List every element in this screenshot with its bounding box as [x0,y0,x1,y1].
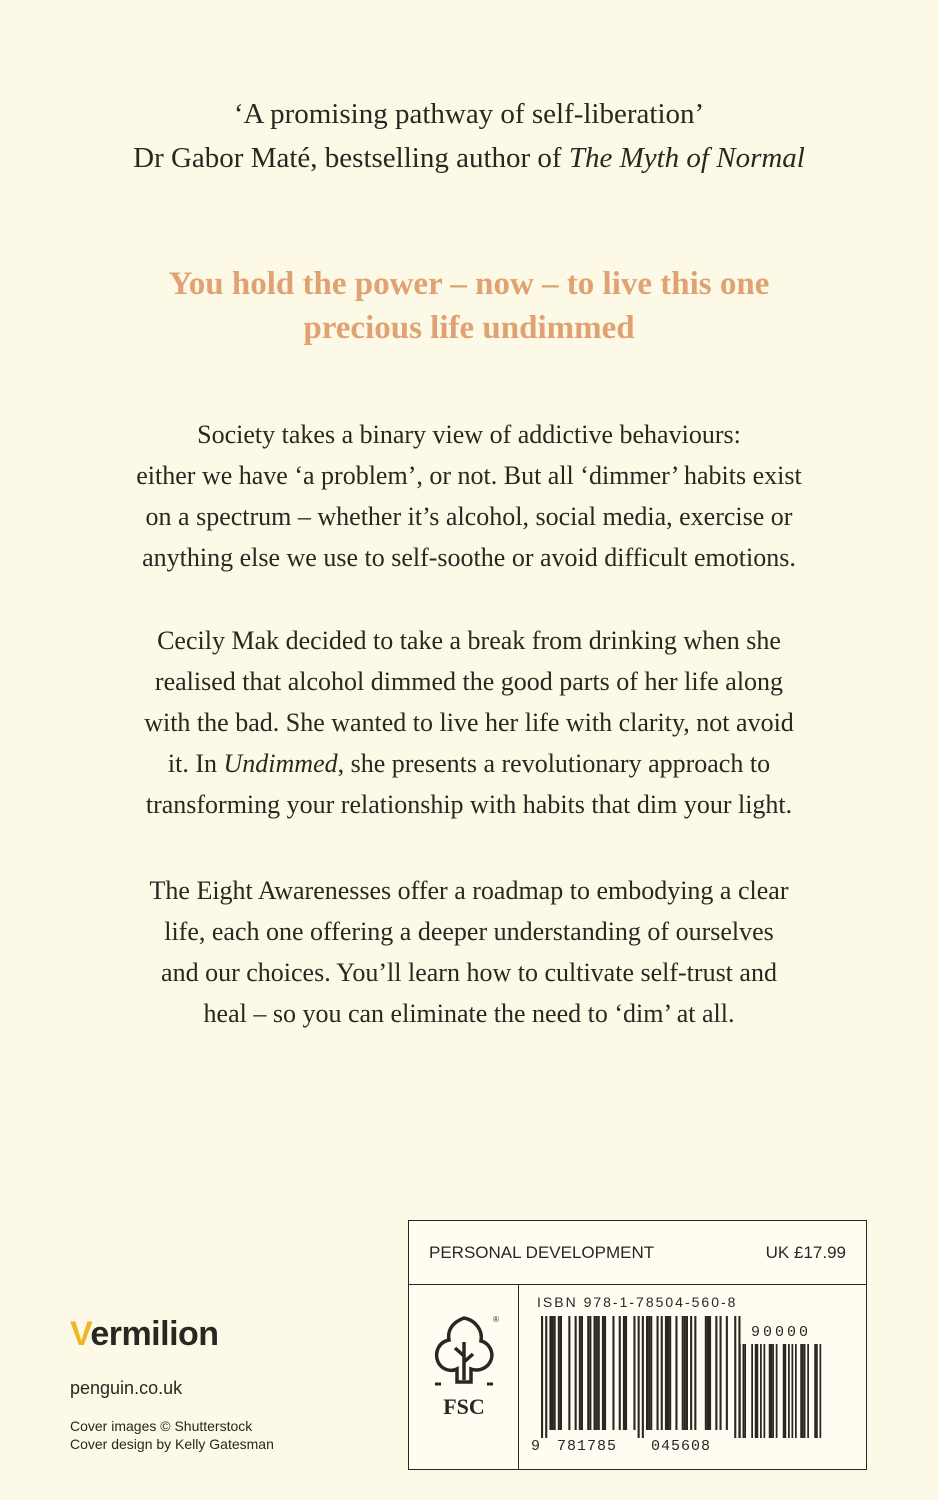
category-label: PERSONAL DEVELOPMENT [429,1242,655,1262]
barcode-bar [560,1316,562,1430]
line-suffix: , she presents a revolutionary approach to [337,749,771,778]
barcode-bar [633,1316,635,1430]
barcode-bar [686,1316,688,1430]
addon-bar [802,1344,804,1438]
addon-bar [795,1344,797,1438]
barcode-bar [715,1316,717,1430]
barcode-bar [669,1316,671,1430]
addon-bar [785,1344,787,1438]
paragraph-line: Cecily Mak decided to take a break from drinking when she [157,626,781,655]
barcode-bar [619,1316,621,1430]
barcode-bar [554,1316,556,1430]
barcode-bar [589,1316,591,1430]
barcode-bar [690,1316,692,1430]
addon-bar [744,1344,746,1438]
logo-v: V [70,1315,91,1353]
addon-bar [764,1344,766,1438]
price-label: UK £17.99 [765,1242,846,1262]
ean-barcode-bars [541,1316,741,1438]
blurb-paragraph-2 [40,620,898,825]
barcode-bar [682,1316,684,1430]
paragraph-line: The Eight Awarenesses offer a roadmap to embodying a clear [149,876,789,905]
blurb-paragraph-1 [40,414,898,578]
barcode-bar [661,1316,663,1430]
barcode-bar [650,1316,652,1430]
book-title-italic: Undimmed [223,749,338,778]
addon-bar [788,1344,790,1438]
attribution-prefix: Dr Gabor Maté, bestselling author of [133,142,569,174]
logo-rest: ermilion [90,1315,219,1353]
quote-attribution [0,136,938,180]
barcode-bar [558,1316,560,1430]
barcode-bar [612,1316,614,1430]
barcode-box [408,1220,867,1470]
barcode-bar [642,1316,644,1438]
barcode-bar [587,1316,589,1430]
barcode-bar [545,1316,547,1438]
paragraph-line: realised that alcohol dimmed the good parts of her life along [154,667,784,696]
addon-bar [804,1344,806,1438]
ean-left-digits: 781785 [556,1438,618,1455]
paragraph-line: transforming your relationship with habits that dim your light. [145,790,793,819]
paragraph-line: Society takes a binary view of addictive behaviours: [197,420,741,449]
cover-images-credit: Cover images © Shutterstock [70,1418,253,1434]
barcode-bar [646,1316,648,1430]
fsc-tree-icon [409,1284,519,1469]
barcode-bar [552,1316,554,1430]
paragraph-line: and our choices. You’ll learn how to cultivate self-trust and [161,958,777,987]
paragraph-line: either we have ‘a problem’, or not. But all ‘dimmer’ habits exist [136,461,802,490]
barcode-bar [579,1316,581,1430]
barcode-bar [594,1316,596,1430]
barcode-bar [581,1316,583,1430]
addon-bar [816,1344,818,1438]
paragraph-line: on a spectrum – whether it’s alcohol, social media, exercise or [145,502,793,531]
fsc-registered-mark: ® [493,1315,499,1324]
ean-right-digits: 045608 [650,1438,712,1455]
barcode-bar [726,1316,728,1430]
barcode-bar [684,1316,686,1430]
addon-bar [757,1344,759,1438]
addon-bar [751,1344,753,1438]
addon-bar [743,1344,745,1438]
attribution-book-title: The Myth of Normal [568,142,805,174]
barcode-bar [541,1316,543,1438]
barcode-box-header [409,1221,866,1285]
barcode-bar [625,1316,627,1430]
addon-bar [739,1344,741,1438]
addon-bar [814,1344,816,1438]
paragraph-line: heal – so you can eliminate the need to ‘dim’ at all. [203,999,735,1028]
barcode-bar [568,1316,570,1430]
addon-bar [769,1344,771,1438]
ean-first-digit: 9 [531,1438,541,1455]
publisher-block [70,1314,274,1453]
addon-bar [800,1344,802,1438]
barcode-bar [734,1316,736,1438]
isbn-text: ISBN 978-1-78504-560-8 [537,1294,738,1310]
isbn-barcode-area [519,1284,866,1469]
barcode-bar [549,1316,551,1430]
barcode-bar [675,1316,677,1430]
cover-design-credit: Cover design by Kelly Gatesman [70,1436,274,1452]
paragraph-line [40,743,898,784]
blurb-paragraph-3 [40,870,898,1034]
addon-bar [807,1344,809,1438]
barcode-bar [657,1316,659,1430]
barcode-bar [709,1316,711,1430]
fsc-label: FSC [443,1394,485,1419]
endorsement-quote [0,92,938,180]
paragraph-line: anything else we use to self-soothe or avoid difficult emotions. [142,543,796,572]
addon-digits: 90000 [750,1324,812,1341]
publisher-website: penguin.co.uk [70,1378,183,1398]
barcode-bar [623,1316,625,1430]
paragraph-line: with the bad. She wanted to live her life with clarity, not avoid [144,708,794,737]
addon-bar [772,1344,774,1438]
paragraph-line: life, each one offering a deeper understanding of ourselves [164,917,774,946]
barcode-bar [598,1316,600,1430]
addon-barcode-bars [739,1344,821,1438]
barcode-bar [575,1316,577,1430]
tagline [0,262,938,350]
addon-bar [755,1344,757,1438]
tagline-line-1: You hold the power – now – to live this one [168,266,770,302]
addon-bar [820,1344,822,1438]
addon-bar [792,1344,794,1438]
fsc-logo [409,1284,519,1469]
barcode-bar [667,1316,669,1430]
addon-bar [760,1344,762,1438]
barcode-bar [604,1316,606,1430]
quote-text: ‘A promising pathway of self-liberation’ [233,98,705,130]
cover-credits [70,1417,274,1453]
barcode-bar [707,1316,709,1430]
vermilion-logo [70,1314,274,1354]
line-prefix: it. In [167,749,224,778]
barcode-bar [602,1316,604,1430]
addon-bar [771,1344,773,1438]
barcode-bar [596,1316,598,1430]
tagline-line-2: precious life undimmed [303,310,635,346]
barcode-bar [638,1316,640,1438]
barcode-bar [665,1316,667,1430]
barcode-bar [720,1316,722,1430]
addon-bar [776,1344,778,1438]
barcode-bar [694,1316,696,1430]
barcode-bar [705,1316,707,1430]
barcode-bar [648,1316,650,1430]
addon-bar [783,1344,785,1438]
barcode-graphic [519,1284,865,1469]
